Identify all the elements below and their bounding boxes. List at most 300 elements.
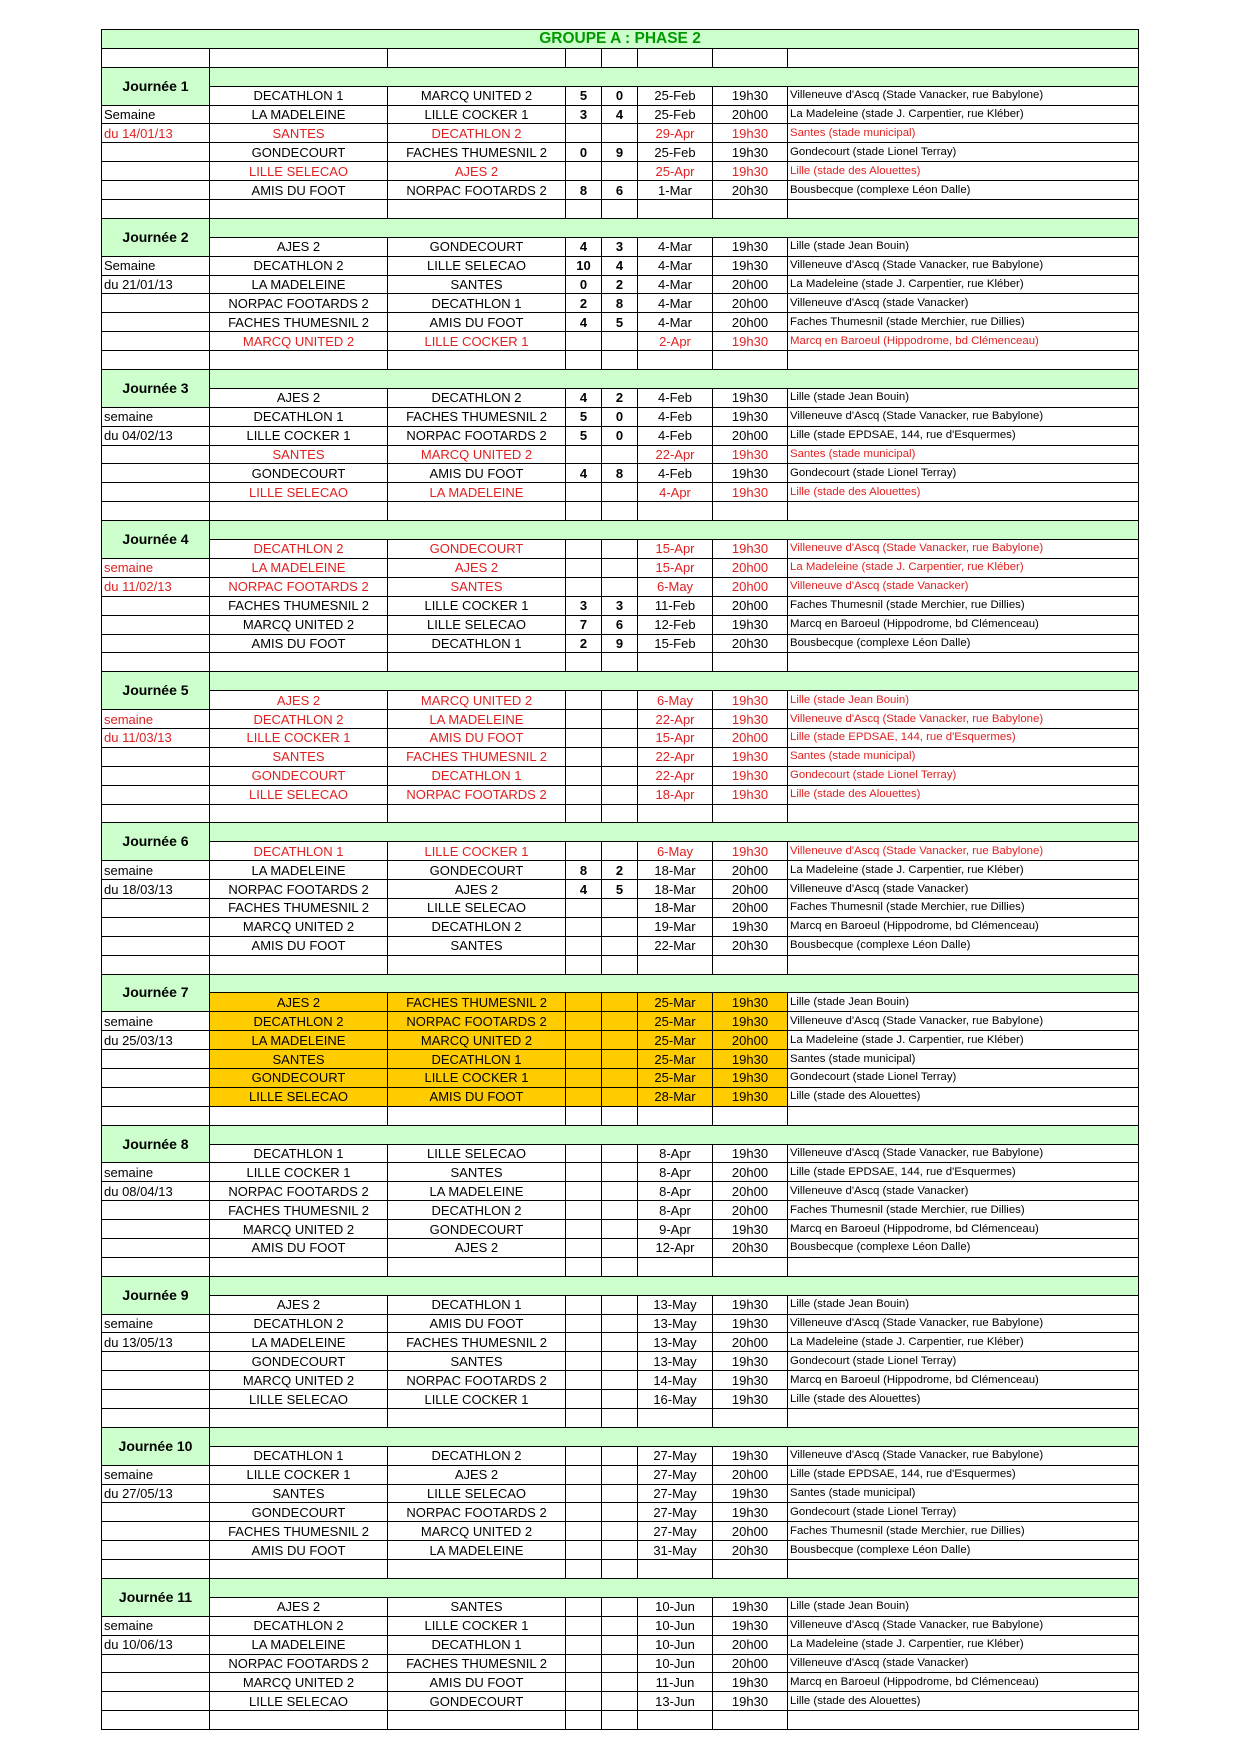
side-empty [102, 747, 210, 766]
match-venue: La Madeleine (stade J. Carpentier, rue Kléber) [788, 275, 1139, 294]
away-score: 9 [602, 143, 638, 162]
side-empty [102, 766, 210, 785]
away-score [602, 1465, 638, 1484]
home-team: LA MADELEINE [210, 1031, 388, 1050]
home-team: SANTES [210, 1050, 388, 1069]
match-date: 4-Mar [638, 237, 713, 256]
home-team: AJES 2 [210, 388, 388, 407]
away-score [602, 1031, 638, 1050]
empty-cell [210, 200, 388, 219]
home-score: 0 [566, 275, 602, 294]
separator-row [102, 653, 1139, 672]
away-score: 2 [602, 388, 638, 407]
empty-cell [638, 1106, 713, 1125]
match-time: 20h30 [713, 936, 788, 955]
away-score [602, 1050, 638, 1069]
empty-cell [388, 351, 566, 370]
home-score: 4 [566, 388, 602, 407]
empty-cell [638, 955, 713, 974]
empty-cell [788, 1409, 1139, 1428]
journee-label: Journée 11 [102, 1579, 210, 1617]
side-empty [102, 1239, 210, 1258]
week-date: du 21/01/13 [102, 275, 210, 294]
away-team: MARCQ UNITED 2 [388, 1031, 566, 1050]
side-empty [102, 898, 210, 917]
home-score: 3 [566, 596, 602, 615]
away-team: NORPAC FOOTARDS 2 [388, 1371, 566, 1390]
home-team: MARCQ UNITED 2 [210, 615, 388, 634]
match-date: 14-May [638, 1371, 713, 1390]
schedule-table [101, 29, 1139, 1730]
page-title: GROUPE A : PHASE 2 [102, 30, 1139, 49]
empty-cell [388, 955, 566, 974]
match-venue: Bousbecque (complexe Léon Dalle) [788, 1239, 1139, 1258]
match-date: 27-May [638, 1503, 713, 1522]
away-team: LA MADELEINE [388, 483, 566, 502]
home-score [566, 1163, 602, 1182]
match-row [102, 880, 1139, 899]
match-venue: Lille (stade Jean Bouin) [788, 1597, 1139, 1616]
match-time: 19h30 [713, 1012, 788, 1031]
away-score [602, 1352, 638, 1371]
week-date: du 04/02/13 [102, 426, 210, 445]
home-score: 5 [566, 426, 602, 445]
title-row [102, 30, 1139, 49]
match-time: 19h30 [713, 124, 788, 143]
match-time: 20h00 [713, 1654, 788, 1673]
match-row [102, 993, 1139, 1012]
match-venue: Villeneuve d'Ascq (Stade Vanacker, rue Babylone) [788, 1446, 1139, 1465]
home-team: GONDECOURT [210, 1068, 388, 1087]
away-team: SANTES [388, 577, 566, 596]
week-label: semaine [102, 558, 210, 577]
match-date: 18-Mar [638, 861, 713, 880]
home-score [566, 124, 602, 143]
home-team: AJES 2 [210, 993, 388, 1012]
match-time: 19h30 [713, 464, 788, 483]
side-empty [102, 181, 210, 200]
empty-cell [210, 955, 388, 974]
journee-header-fill [210, 1579, 1139, 1598]
match-date: 25-Mar [638, 993, 713, 1012]
empty-cell [210, 653, 388, 672]
match-venue: Lille (stade des Alouettes) [788, 785, 1139, 804]
match-time: 20h00 [713, 1635, 788, 1654]
match-time: 20h00 [713, 294, 788, 313]
home-score [566, 710, 602, 729]
away-score [602, 1163, 638, 1182]
match-time: 19h30 [713, 540, 788, 559]
match-venue: Lille (stade des Alouettes) [788, 1692, 1139, 1711]
home-score [566, 1352, 602, 1371]
away-score: 9 [602, 634, 638, 653]
match-venue: Villeneuve d'Ascq (stade Vanacker) [788, 880, 1139, 899]
away-team: LILLE SELECAO [388, 256, 566, 275]
journee-header-row [102, 1427, 1139, 1446]
empty-cell [788, 200, 1139, 219]
empty-cell [788, 955, 1139, 974]
empty-cell [388, 1560, 566, 1579]
match-date: 6-May [638, 691, 713, 710]
empty-cell [388, 1409, 566, 1428]
match-time: 20h00 [713, 898, 788, 917]
empty-cell [638, 804, 713, 823]
away-team: GONDECOURT [388, 1220, 566, 1239]
empty-cell [638, 351, 713, 370]
away-score [602, 1295, 638, 1314]
home-score [566, 1087, 602, 1106]
week-label: Semaine [102, 105, 210, 124]
match-time: 19h30 [713, 332, 788, 351]
match-row [102, 1654, 1139, 1673]
match-row [102, 1522, 1139, 1541]
match-time: 19h30 [713, 1446, 788, 1465]
away-score [602, 842, 638, 861]
away-team: LILLE COCKER 1 [388, 1616, 566, 1635]
match-venue: La Madeleine (stade J. Carpentier, rue Kléber) [788, 1635, 1139, 1654]
match-venue: Santes (stade municipal) [788, 445, 1139, 464]
away-team: LA MADELEINE [388, 1541, 566, 1560]
home-score [566, 483, 602, 502]
empty-cell [210, 804, 388, 823]
away-team: DECATHLON 1 [388, 294, 566, 313]
home-team: DECATHLON 2 [210, 540, 388, 559]
match-time: 20h30 [713, 1541, 788, 1560]
away-team: LILLE COCKER 1 [388, 1068, 566, 1087]
journee-header-row [102, 672, 1139, 691]
home-team: GONDECOURT [210, 143, 388, 162]
home-team: DECATHLON 2 [210, 1012, 388, 1031]
empty-cell [210, 1711, 388, 1730]
empty-cell [210, 1560, 388, 1579]
match-date: 22-Apr [638, 710, 713, 729]
journee-header-row [102, 218, 1139, 237]
empty-cell [102, 804, 210, 823]
match-time: 20h00 [713, 1031, 788, 1050]
match-date: 25-Feb [638, 105, 713, 124]
away-team: DECATHLON 2 [388, 917, 566, 936]
empty-cell [388, 804, 566, 823]
home-score [566, 1597, 602, 1616]
home-team: DECATHLON 2 [210, 256, 388, 275]
match-time: 19h30 [713, 1050, 788, 1069]
empty-cell [388, 502, 566, 521]
match-venue: Lille (stade des Alouettes) [788, 1087, 1139, 1106]
home-team: DECATHLON 1 [210, 407, 388, 426]
match-time: 19h30 [713, 1068, 788, 1087]
home-score [566, 1635, 602, 1654]
match-row [102, 162, 1139, 181]
match-venue: Lille (stade des Alouettes) [788, 1390, 1139, 1409]
side-empty [102, 1654, 210, 1673]
journee-header-fill [210, 218, 1139, 237]
side-empty [102, 1503, 210, 1522]
away-score: 4 [602, 256, 638, 275]
match-venue: La Madeleine (stade J. Carpentier, rue Kléber) [788, 558, 1139, 577]
match-time: 19h30 [713, 1087, 788, 1106]
away-team: LILLE COCKER 1 [388, 596, 566, 615]
home-team: AMIS DU FOOT [210, 634, 388, 653]
away-team: DECATHLON 1 [388, 1635, 566, 1654]
journee-label: Journée 1 [102, 67, 210, 105]
match-time: 19h30 [713, 691, 788, 710]
away-team: MARCQ UNITED 2 [388, 1522, 566, 1541]
home-team: SANTES [210, 747, 388, 766]
match-row [102, 445, 1139, 464]
match-date: 16-May [638, 1390, 713, 1409]
match-row [102, 124, 1139, 143]
away-team: DECATHLON 1 [388, 634, 566, 653]
side-empty [102, 143, 210, 162]
match-date: 13-May [638, 1333, 713, 1352]
home-team: LA MADELEINE [210, 861, 388, 880]
match-row [102, 1314, 1139, 1333]
match-date: 4-Feb [638, 426, 713, 445]
empty-cell [102, 1257, 210, 1276]
home-team: MARCQ UNITED 2 [210, 917, 388, 936]
match-date: 10-Jun [638, 1635, 713, 1654]
match-time: 19h30 [713, 710, 788, 729]
match-time: 19h30 [713, 842, 788, 861]
match-row [102, 256, 1139, 275]
journee-header-row [102, 370, 1139, 389]
journee-header-row [102, 521, 1139, 540]
match-time: 19h30 [713, 917, 788, 936]
side-empty [102, 936, 210, 955]
away-score [602, 1144, 638, 1163]
away-team: AMIS DU FOOT [388, 1314, 566, 1333]
side-empty [102, 162, 210, 181]
home-team: GONDECOURT [210, 1503, 388, 1522]
journee-label: Journée 6 [102, 823, 210, 861]
home-team: MARCQ UNITED 2 [210, 1220, 388, 1239]
match-row [102, 1541, 1139, 1560]
away-team: GONDECOURT [388, 237, 566, 256]
match-venue: Lille (stade Jean Bouin) [788, 388, 1139, 407]
home-team: LILLE SELECAO [210, 1692, 388, 1711]
home-team: LILLE SELECAO [210, 483, 388, 502]
home-score [566, 747, 602, 766]
side-empty [102, 1050, 210, 1069]
home-score [566, 1182, 602, 1201]
empty-cell [638, 200, 713, 219]
away-score: 8 [602, 294, 638, 313]
side-empty [102, 313, 210, 332]
away-team: LILLE COCKER 1 [388, 1390, 566, 1409]
match-time: 20h00 [713, 1163, 788, 1182]
away-score [602, 124, 638, 143]
match-venue: Villeneuve d'Ascq (stade Vanacker) [788, 1654, 1139, 1673]
match-row [102, 1446, 1139, 1465]
side-empty [102, 1390, 210, 1409]
match-venue: Gondecourt (stade Lionel Terray) [788, 464, 1139, 483]
side-empty [102, 464, 210, 483]
match-venue: Lille (stade EPDSAE, 144, rue d'Esquermes) [788, 728, 1139, 747]
match-venue: Marcq en Baroeul (Hippodrome, bd Clémenceau) [788, 1220, 1139, 1239]
away-score [602, 728, 638, 747]
match-row [102, 1201, 1139, 1220]
empty-cell [713, 1560, 788, 1579]
away-score [602, 1446, 638, 1465]
empty-cell [102, 200, 210, 219]
journee-label: Journée 3 [102, 370, 210, 408]
match-venue: Villeneuve d'Ascq (Stade Vanacker, rue Babylone) [788, 1144, 1139, 1163]
away-score: 0 [602, 407, 638, 426]
away-score [602, 1182, 638, 1201]
home-team: LA MADELEINE [210, 1635, 388, 1654]
home-team: DECATHLON 1 [210, 842, 388, 861]
match-row [102, 313, 1139, 332]
empty-cell [210, 351, 388, 370]
side-empty [102, 1541, 210, 1560]
journee-header-fill [210, 672, 1139, 691]
match-venue: Faches Thumesnil (stade Merchier, rue Dillies) [788, 1522, 1139, 1541]
week-label: semaine [102, 1616, 210, 1635]
match-venue: Marcq en Baroeul (Hippodrome, bd Clémenceau) [788, 917, 1139, 936]
home-score [566, 1295, 602, 1314]
away-score [602, 1522, 638, 1541]
side-empty [102, 785, 210, 804]
home-score [566, 1541, 602, 1560]
match-time: 20h00 [713, 880, 788, 899]
away-score [602, 162, 638, 181]
home-team: FACHES THUMESNIL 2 [210, 596, 388, 615]
match-row [102, 1484, 1139, 1503]
away-team: FACHES THUMESNIL 2 [388, 143, 566, 162]
home-score [566, 577, 602, 596]
empty-cell [566, 1106, 602, 1125]
match-venue: Villeneuve d'Ascq (Stade Vanacker, rue Babylone) [788, 256, 1139, 275]
match-row [102, 407, 1139, 426]
match-venue: Lille (stade des Alouettes) [788, 162, 1139, 181]
empty-cell [388, 1106, 566, 1125]
away-team: GONDECOURT [388, 540, 566, 559]
home-score [566, 1484, 602, 1503]
away-team: FACHES THUMESNIL 2 [388, 407, 566, 426]
match-row [102, 540, 1139, 559]
match-row [102, 558, 1139, 577]
home-team: AMIS DU FOOT [210, 936, 388, 955]
away-team: LILLE COCKER 1 [388, 105, 566, 124]
match-time: 19h30 [713, 483, 788, 502]
match-row [102, 86, 1139, 105]
match-venue: La Madeleine (stade J. Carpentier, rue Kléber) [788, 861, 1139, 880]
away-score [602, 1068, 638, 1087]
away-score [602, 917, 638, 936]
away-score: 0 [602, 86, 638, 105]
away-team: AMIS DU FOOT [388, 313, 566, 332]
match-venue: Faches Thumesnil (stade Merchier, rue Dillies) [788, 898, 1139, 917]
match-row [102, 1597, 1139, 1616]
away-team: AMIS DU FOOT [388, 728, 566, 747]
away-score [602, 483, 638, 502]
match-row [102, 1635, 1139, 1654]
away-team: NORPAC FOOTARDS 2 [388, 1503, 566, 1522]
journee-label: Journée 8 [102, 1125, 210, 1163]
home-team: AMIS DU FOOT [210, 181, 388, 200]
home-score [566, 1390, 602, 1409]
match-row [102, 1390, 1139, 1409]
match-time: 19h30 [713, 615, 788, 634]
home-team: DECATHLON 2 [210, 1616, 388, 1635]
away-team: AMIS DU FOOT [388, 464, 566, 483]
week-label: semaine [102, 1465, 210, 1484]
match-date: 22-Mar [638, 936, 713, 955]
match-row [102, 388, 1139, 407]
match-date: 6-May [638, 577, 713, 596]
away-score [602, 1503, 638, 1522]
empty-cell [713, 1711, 788, 1730]
away-team: LILLE SELECAO [388, 898, 566, 917]
match-row [102, 1692, 1139, 1711]
away-team: FACHES THUMESNIL 2 [388, 747, 566, 766]
side-empty [102, 1220, 210, 1239]
separator-row [102, 1560, 1139, 1579]
away-team: DECATHLON 2 [388, 388, 566, 407]
empty-cell [602, 1106, 638, 1125]
week-label: semaine [102, 407, 210, 426]
home-team: NORPAC FOOTARDS 2 [210, 1182, 388, 1201]
away-score [602, 1673, 638, 1692]
match-date: 11-Jun [638, 1673, 713, 1692]
match-row [102, 577, 1139, 596]
away-score [602, 540, 638, 559]
match-row [102, 1220, 1139, 1239]
match-date: 2-Apr [638, 332, 713, 351]
empty-cell [102, 1560, 210, 1579]
home-score [566, 785, 602, 804]
journee-header-row [102, 1276, 1139, 1295]
match-venue: Gondecourt (stade Lionel Terray) [788, 143, 1139, 162]
journee-label: Journée 5 [102, 672, 210, 710]
away-score [602, 785, 638, 804]
home-score: 8 [566, 861, 602, 880]
home-team: AJES 2 [210, 1597, 388, 1616]
journee-header-fill [210, 1427, 1139, 1446]
empty-cell [566, 1711, 602, 1730]
home-score [566, 1692, 602, 1711]
match-time: 20h00 [713, 1522, 788, 1541]
away-score: 5 [602, 313, 638, 332]
match-row [102, 483, 1139, 502]
match-date: 4-Feb [638, 464, 713, 483]
home-score: 4 [566, 313, 602, 332]
match-venue: Villeneuve d'Ascq (Stade Vanacker, rue Babylone) [788, 1616, 1139, 1635]
empty-cell [566, 955, 602, 974]
match-venue: La Madeleine (stade J. Carpentier, rue Kléber) [788, 105, 1139, 124]
match-venue: Bousbecque (complexe Léon Dalle) [788, 1541, 1139, 1560]
home-team: LA MADELEINE [210, 105, 388, 124]
away-score [602, 1314, 638, 1333]
away-team: SANTES [388, 1597, 566, 1616]
empty-cell [713, 351, 788, 370]
empty-cell [788, 1106, 1139, 1125]
away-score: 4 [602, 105, 638, 124]
away-team: GONDECOURT [388, 861, 566, 880]
home-score [566, 1239, 602, 1258]
match-row [102, 747, 1139, 766]
match-venue: Villeneuve d'Ascq (stade Vanacker) [788, 294, 1139, 313]
match-date: 22-Apr [638, 766, 713, 785]
match-row [102, 426, 1139, 445]
match-time: 19h30 [713, 445, 788, 464]
home-score [566, 1371, 602, 1390]
week-date: du 10/06/13 [102, 1635, 210, 1654]
side-empty [102, 483, 210, 502]
away-score [602, 1333, 638, 1352]
journee-header-fill [210, 1125, 1139, 1144]
match-row [102, 615, 1139, 634]
